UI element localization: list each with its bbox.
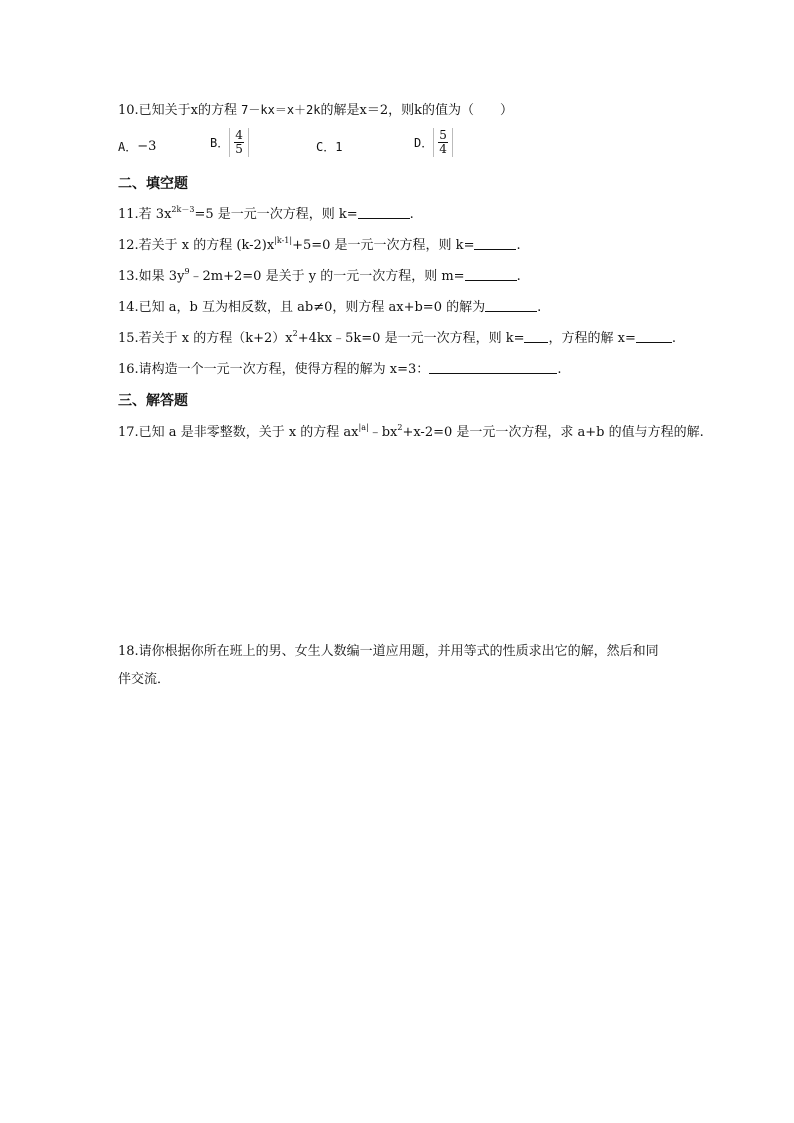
q13-exponent: 9	[184, 267, 190, 276]
q14-period: .	[537, 300, 542, 315]
q12-text-b: +5=0 是一元一次方程，则 k=	[292, 238, 475, 253]
option-d-numerator: 5	[439, 128, 447, 142]
q13-answer-blank[interactable]	[465, 268, 517, 281]
option-b-denominator: 5	[235, 142, 243, 156]
option-c-value: 1	[335, 140, 343, 154]
option-b-fraction	[234, 129, 244, 156]
option-d	[414, 128, 453, 157]
question-11	[118, 206, 414, 224]
q15-x-blank[interactable]	[636, 330, 672, 343]
option-a-label: A．	[118, 140, 138, 154]
q10-options	[118, 128, 678, 166]
option-b	[210, 128, 249, 157]
q16-period: .	[557, 362, 562, 377]
q10-prefix: 10.已知关于x的方程	[118, 103, 242, 118]
q11-period: .	[409, 207, 414, 222]
section-fill-in-heading: 二、填空题	[118, 176, 188, 192]
question-10	[118, 101, 513, 120]
q11-text-b: =5 是一元一次方程，则 k=	[194, 207, 358, 222]
option-d-fraction	[438, 129, 448, 156]
question-14	[118, 299, 541, 317]
q15-k-blank[interactable]	[524, 330, 548, 343]
q11-exponent: 2k－3	[171, 205, 195, 214]
question-16	[118, 361, 561, 379]
option-a-value: −3	[137, 139, 157, 154]
q17-text-b: ﹣bx	[368, 425, 398, 440]
q14-answer-blank[interactable]	[485, 299, 537, 312]
q13-period: .	[516, 269, 521, 284]
question-13	[118, 268, 521, 286]
q15-text-a: 15.若关于 x 的方程（k+2）x	[118, 331, 293, 346]
question-18-line-1: 18.请你根据你所在班上的男、女生人数编一道应用题，并用等式的性质求出它的解，然后和同	[118, 644, 659, 659]
q12-answer-blank[interactable]	[474, 237, 516, 250]
q15-text-b: +4kx﹣5k=0 是一元一次方程，则 k=	[297, 331, 525, 346]
q17-exponent-2: 2	[397, 423, 403, 432]
option-a	[118, 138, 156, 156]
question-15	[118, 330, 676, 348]
question-18-line-2: 伴交流．	[118, 672, 171, 687]
q10-suffix: 的解是x＝2，则k的值为（ ）	[320, 103, 513, 118]
q11-answer-blank[interactable]	[358, 206, 410, 219]
q10-equation: 7－kx＝x＋2k	[241, 103, 321, 117]
option-b-label: B．	[210, 135, 230, 150]
q17-text-a: 17.已知 a 是非零整数，关于 x 的方程 ax	[118, 425, 359, 440]
q17-exponent: |a|	[358, 423, 369, 432]
q12-exponent: |k-1|	[274, 236, 293, 245]
option-c-label: C．	[316, 140, 336, 154]
q13-text-a: 13.如果 3y	[118, 269, 185, 284]
option-b-numerator: 4	[235, 128, 243, 142]
q15-exponent: 2	[292, 329, 298, 338]
q11-text-a: 11.若 3x	[118, 207, 172, 222]
q17-text-c: +x-2=0 是一元一次方程，求 a+b 的值与方程的解.	[402, 425, 704, 440]
option-c	[316, 138, 342, 156]
q14-text: 14.已知 a，b 互为相反数，且 ab≠0，则方程 ax+b=0 的解为	[118, 300, 486, 315]
option-d-denominator: 4	[439, 142, 447, 156]
q15-text-c: ，方程的解 x=	[548, 331, 636, 346]
question-12	[118, 237, 521, 255]
q12-period: .	[516, 238, 521, 253]
q12-text-a: 12.若关于 x 的方程 (k-2)x	[118, 238, 275, 253]
question-17	[118, 424, 704, 442]
q16-answer-blank[interactable]	[429, 361, 557, 374]
q16-text: 16.请构造一个一元一次方程，使得方程的解为 x=3：	[118, 362, 430, 377]
q15-period: .	[671, 331, 676, 346]
q13-text-b: ﹣2m+2=0 是关于 y 的一元一次方程，则 m=	[189, 269, 465, 284]
section-answer-heading: 三、解答题	[118, 393, 188, 409]
option-d-label: D．	[414, 135, 434, 150]
